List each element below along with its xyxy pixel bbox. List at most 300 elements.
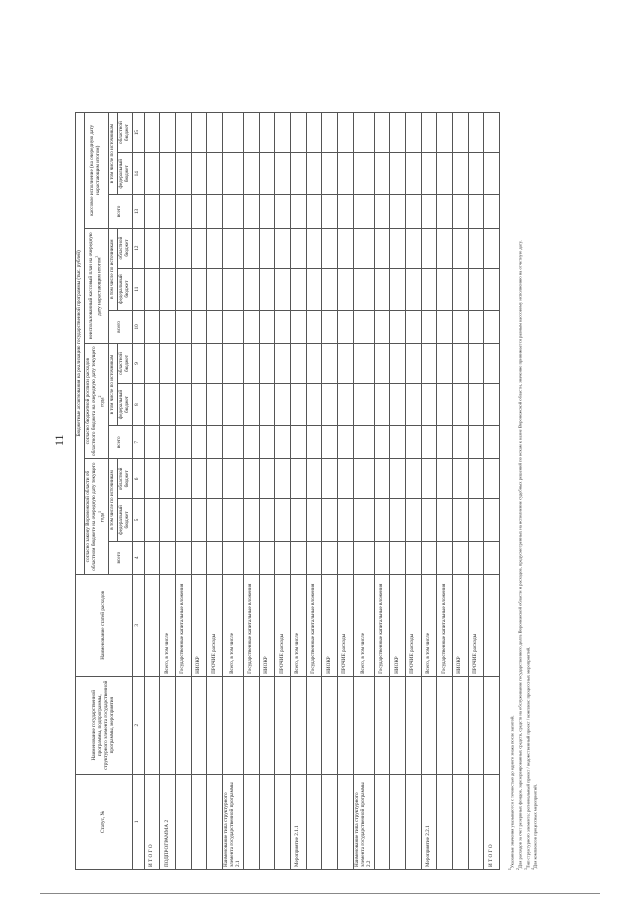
value-cell bbox=[453, 153, 469, 195]
value-cell bbox=[390, 268, 406, 310]
cell-c3: Государственные капитальные вложения bbox=[437, 574, 453, 676]
cell-c2 bbox=[275, 676, 291, 774]
value-cell bbox=[306, 344, 322, 384]
value-cell bbox=[290, 268, 306, 310]
column-number: 6 bbox=[132, 459, 144, 499]
value-cell bbox=[468, 195, 484, 228]
value-cell bbox=[243, 499, 259, 541]
value-cell bbox=[191, 310, 207, 343]
value-cell bbox=[306, 499, 322, 541]
value-cell bbox=[468, 113, 484, 153]
value-cell bbox=[191, 153, 207, 195]
value-cell bbox=[175, 459, 191, 499]
table-row bbox=[160, 113, 176, 870]
value-cell bbox=[405, 459, 421, 499]
value-cell bbox=[437, 268, 453, 310]
value-cell bbox=[322, 541, 338, 574]
value-cell bbox=[144, 459, 160, 499]
value-cell bbox=[306, 459, 322, 499]
value-cell bbox=[468, 153, 484, 195]
value-cell bbox=[306, 426, 322, 459]
table-row bbox=[353, 113, 374, 870]
cell-c1 bbox=[275, 774, 291, 869]
table-row bbox=[275, 113, 291, 870]
value-cell bbox=[243, 426, 259, 459]
value-cell bbox=[453, 426, 469, 459]
cell-c2 bbox=[337, 676, 353, 774]
value-cell bbox=[405, 383, 421, 425]
value-cell bbox=[322, 113, 338, 153]
cell-c2 bbox=[468, 676, 484, 774]
value-cell bbox=[453, 268, 469, 310]
cell-c1: И Т О Г О bbox=[144, 774, 160, 869]
value-cell bbox=[191, 499, 207, 541]
value-cell bbox=[290, 426, 306, 459]
value-cell bbox=[322, 268, 338, 310]
value-cell bbox=[144, 344, 160, 384]
value-cell bbox=[453, 113, 469, 153]
value-cell bbox=[207, 228, 223, 268]
budget-table bbox=[75, 112, 500, 870]
value-cell bbox=[175, 268, 191, 310]
cell-c2 bbox=[290, 676, 306, 774]
value-cell bbox=[259, 310, 275, 343]
header-incl-sources: в том числе по источникам bbox=[108, 228, 117, 310]
table-row bbox=[484, 113, 500, 870]
value-cell bbox=[421, 426, 437, 459]
value-cell bbox=[337, 499, 353, 541]
cell-c3: ПРОЧИЕ расходы bbox=[337, 574, 353, 676]
page-number: 11 bbox=[52, 434, 66, 446]
cell-c1 bbox=[453, 774, 469, 869]
table-row bbox=[468, 113, 484, 870]
value-cell bbox=[222, 113, 243, 153]
cell-c2 bbox=[322, 676, 338, 774]
value-cell bbox=[484, 383, 500, 425]
column-number: 2 bbox=[132, 676, 144, 774]
value-cell bbox=[175, 113, 191, 153]
cell-c1: Мероприятие 2.1.1 bbox=[290, 774, 306, 869]
cell-c3: ПРОЧИЕ расходы bbox=[275, 574, 291, 676]
value-cell bbox=[160, 153, 176, 195]
value-cell bbox=[421, 228, 437, 268]
value-cell bbox=[306, 195, 322, 228]
value-cell bbox=[374, 344, 390, 384]
value-cell bbox=[337, 310, 353, 343]
value-cell bbox=[353, 310, 374, 343]
value-cell bbox=[337, 383, 353, 425]
value-cell bbox=[484, 541, 500, 574]
value-cell bbox=[259, 153, 275, 195]
value-cell bbox=[144, 310, 160, 343]
table-row bbox=[222, 113, 243, 870]
cell-c2 bbox=[144, 676, 160, 774]
value-cell bbox=[437, 459, 453, 499]
value-cell bbox=[390, 344, 406, 384]
value-cell bbox=[243, 268, 259, 310]
column-number: 8 bbox=[132, 383, 144, 425]
value-cell bbox=[390, 310, 406, 343]
value-cell bbox=[390, 228, 406, 268]
value-cell bbox=[160, 383, 176, 425]
value-cell bbox=[437, 541, 453, 574]
value-cell bbox=[259, 268, 275, 310]
value-cell bbox=[243, 459, 259, 499]
value-cell bbox=[191, 113, 207, 153]
value-cell bbox=[207, 383, 223, 425]
value-cell bbox=[243, 113, 259, 153]
cell-c2 bbox=[222, 676, 243, 774]
value-cell bbox=[222, 541, 243, 574]
value-cell bbox=[275, 426, 291, 459]
header-total: всего bbox=[108, 426, 132, 459]
header-program-name: Наименование государственной программы, подпрограммы, структурного элемента государственной программы, мероприятия bbox=[76, 676, 133, 774]
value-cell bbox=[484, 459, 500, 499]
value-cell bbox=[353, 113, 374, 153]
value-cell bbox=[290, 228, 306, 268]
value-cell bbox=[222, 268, 243, 310]
value-cell bbox=[390, 113, 406, 153]
value-cell bbox=[259, 113, 275, 153]
value-cell bbox=[421, 344, 437, 384]
value-cell bbox=[353, 228, 374, 268]
value-cell bbox=[222, 153, 243, 195]
value-cell bbox=[353, 344, 374, 384]
cell-c3: ПРОЧИЕ расходы bbox=[468, 574, 484, 676]
cell-c1 bbox=[437, 774, 453, 869]
value-cell bbox=[453, 228, 469, 268]
value-cell bbox=[405, 153, 421, 195]
cell-c1: ПОДПРОГРАММА 2 bbox=[160, 774, 176, 869]
value-cell bbox=[337, 228, 353, 268]
value-cell bbox=[306, 153, 322, 195]
table-row bbox=[453, 113, 469, 870]
header-fed: федеральный бюджет bbox=[117, 268, 132, 310]
cell-c1 bbox=[306, 774, 322, 869]
table-row bbox=[337, 113, 353, 870]
footnote: $^2$Для расходов за счет резервных фондов, зарезервированных средств, средств на обслуживание государственного долга Воронежской области и расходов, предусмотренных на исполнение судебных решений по искам к казне Воронежской области, значение принимается равным кассовому исполнению на отчетную дату. bbox=[515, 240, 523, 870]
value-cell bbox=[468, 268, 484, 310]
value-cell bbox=[484, 228, 500, 268]
cell-c2 bbox=[243, 676, 259, 774]
value-cell bbox=[222, 459, 243, 499]
value-cell bbox=[175, 153, 191, 195]
value-cell bbox=[191, 195, 207, 228]
table-row bbox=[421, 113, 437, 870]
value-cell bbox=[259, 541, 275, 574]
value-cell bbox=[306, 541, 322, 574]
value-cell bbox=[453, 383, 469, 425]
value-cell bbox=[275, 499, 291, 541]
value-cell bbox=[259, 344, 275, 384]
value-cell bbox=[207, 426, 223, 459]
value-cell bbox=[259, 228, 275, 268]
value-cell bbox=[337, 541, 353, 574]
value-cell bbox=[222, 310, 243, 343]
value-cell bbox=[405, 499, 421, 541]
value-cell bbox=[437, 426, 453, 459]
table-row bbox=[290, 113, 306, 870]
header-group-roster: согласно бюджетной росписи расходов областного бюджета на очередную дату текущего года$^2$ bbox=[84, 344, 108, 459]
table-row bbox=[144, 113, 160, 870]
value-cell bbox=[405, 228, 421, 268]
cell-c1 bbox=[243, 774, 259, 869]
value-cell bbox=[484, 310, 500, 343]
value-cell bbox=[160, 268, 176, 310]
table-header bbox=[76, 113, 145, 870]
table-body bbox=[144, 113, 500, 870]
cell-c2 bbox=[405, 676, 421, 774]
value-cell bbox=[144, 228, 160, 268]
value-cell bbox=[306, 268, 322, 310]
value-cell bbox=[322, 383, 338, 425]
value-cell bbox=[468, 459, 484, 499]
value-cell bbox=[437, 153, 453, 195]
header-total: всего bbox=[108, 310, 132, 343]
value-cell bbox=[322, 195, 338, 228]
value-cell bbox=[306, 310, 322, 343]
table-row bbox=[322, 113, 338, 870]
header-fed: федеральный бюджет bbox=[117, 383, 132, 425]
value-cell bbox=[390, 459, 406, 499]
table-row bbox=[405, 113, 421, 870]
cell-c2 bbox=[437, 676, 453, 774]
header-incl-sources: в том числе по источникам bbox=[108, 344, 117, 426]
cell-c3: Государственные капитальные вложения bbox=[175, 574, 191, 676]
cell-c3: Всего, в том числе bbox=[160, 574, 176, 676]
value-cell bbox=[191, 228, 207, 268]
value-cell bbox=[374, 153, 390, 195]
value-cell bbox=[144, 541, 160, 574]
value-cell bbox=[453, 499, 469, 541]
value-cell bbox=[275, 344, 291, 384]
value-cell bbox=[405, 310, 421, 343]
value-cell bbox=[468, 426, 484, 459]
value-cell bbox=[374, 499, 390, 541]
column-number: 11 bbox=[132, 268, 144, 310]
value-cell bbox=[374, 310, 390, 343]
value-cell bbox=[353, 541, 374, 574]
value-cell bbox=[374, 113, 390, 153]
value-cell bbox=[306, 228, 322, 268]
value-cell bbox=[437, 228, 453, 268]
value-cell bbox=[222, 499, 243, 541]
value-cell bbox=[306, 383, 322, 425]
header-incl-sources: в том числе по источникам bbox=[108, 113, 117, 195]
cell-c2 bbox=[306, 676, 322, 774]
footnote: $^1$Указанные значения указываются с точностью до одного знака после запятой. bbox=[508, 715, 515, 870]
value-cell bbox=[405, 344, 421, 384]
cell-c1 bbox=[322, 774, 338, 869]
cell-c1 bbox=[405, 774, 421, 869]
value-cell bbox=[421, 310, 437, 343]
column-number: 3 bbox=[132, 574, 144, 676]
header-group-cash-plan: неиспользованный кассовый план на очередную дату нарастающим итогом$^3$ bbox=[84, 228, 108, 343]
cell-c2 bbox=[374, 676, 390, 774]
value-cell bbox=[144, 499, 160, 541]
value-cell bbox=[353, 383, 374, 425]
value-cell bbox=[453, 344, 469, 384]
cell-c2 bbox=[191, 676, 207, 774]
cell-c3: Государственные капитальные вложения bbox=[243, 574, 259, 676]
value-cell bbox=[207, 541, 223, 574]
value-cell bbox=[374, 268, 390, 310]
table-row bbox=[191, 113, 207, 870]
header-incl-sources: в том числе по источникам bbox=[108, 459, 117, 541]
value-cell bbox=[275, 459, 291, 499]
header-total: всего bbox=[108, 541, 132, 574]
value-cell bbox=[468, 344, 484, 384]
value-cell bbox=[390, 383, 406, 425]
value-cell bbox=[306, 113, 322, 153]
value-cell bbox=[243, 344, 259, 384]
value-cell bbox=[259, 195, 275, 228]
value-cell bbox=[468, 499, 484, 541]
value-cell bbox=[259, 383, 275, 425]
value-cell bbox=[437, 310, 453, 343]
value-cell bbox=[353, 268, 374, 310]
value-cell bbox=[453, 541, 469, 574]
table-row bbox=[207, 113, 223, 870]
value-cell bbox=[322, 310, 338, 343]
value-cell bbox=[405, 268, 421, 310]
value-cell bbox=[374, 459, 390, 499]
value-cell bbox=[468, 310, 484, 343]
column-number: 9 bbox=[132, 344, 144, 384]
cell-c3: НИОКР bbox=[453, 574, 469, 676]
value-cell bbox=[421, 499, 437, 541]
value-cell bbox=[484, 344, 500, 384]
cell-c1 bbox=[259, 774, 275, 869]
cell-c1 bbox=[191, 774, 207, 869]
value-cell bbox=[374, 541, 390, 574]
header-obl: областной бюджет bbox=[117, 459, 132, 499]
value-cell bbox=[322, 344, 338, 384]
value-cell bbox=[290, 153, 306, 195]
value-cell bbox=[222, 426, 243, 459]
value-cell bbox=[160, 113, 176, 153]
value-cell bbox=[421, 541, 437, 574]
value-cell bbox=[374, 195, 390, 228]
table-row bbox=[437, 113, 453, 870]
value-cell bbox=[322, 426, 338, 459]
value-cell bbox=[374, 383, 390, 425]
value-cell bbox=[160, 344, 176, 384]
value-cell bbox=[144, 153, 160, 195]
column-number: 4 bbox=[132, 541, 144, 574]
column-number-row bbox=[132, 113, 144, 870]
cell-c3: Всего, в том числе bbox=[421, 574, 437, 676]
value-cell bbox=[160, 310, 176, 343]
header-obl: областной бюджет bbox=[117, 228, 132, 268]
value-cell bbox=[259, 426, 275, 459]
value-cell bbox=[390, 426, 406, 459]
value-cell bbox=[259, 459, 275, 499]
footnotes bbox=[508, 110, 539, 870]
value-cell bbox=[290, 195, 306, 228]
value-cell bbox=[243, 195, 259, 228]
value-cell bbox=[468, 383, 484, 425]
value-cell bbox=[484, 499, 500, 541]
column-number: 15 bbox=[132, 113, 144, 153]
value-cell bbox=[484, 113, 500, 153]
column-number: 1 bbox=[132, 774, 144, 869]
value-cell bbox=[337, 459, 353, 499]
value-cell bbox=[390, 195, 406, 228]
value-cell bbox=[191, 344, 207, 384]
value-cell bbox=[191, 541, 207, 574]
header-group-law: согласно закону Воронежской области об областном бюджете на очередную дату текущего года$^1$ bbox=[84, 459, 108, 574]
cell-c2 bbox=[421, 676, 437, 774]
cell-c2 bbox=[175, 676, 191, 774]
value-cell bbox=[160, 426, 176, 459]
value-cell bbox=[437, 113, 453, 153]
value-cell bbox=[222, 344, 243, 384]
value-cell bbox=[421, 113, 437, 153]
value-cell bbox=[390, 541, 406, 574]
table-row bbox=[175, 113, 191, 870]
value-cell bbox=[275, 383, 291, 425]
value-cell bbox=[191, 268, 207, 310]
cell-c3: НИОКР bbox=[191, 574, 207, 676]
rotated-page-content bbox=[75, 40, 555, 870]
value-cell bbox=[144, 268, 160, 310]
value-cell bbox=[160, 541, 176, 574]
cell-c2 bbox=[453, 676, 469, 774]
value-cell bbox=[322, 459, 338, 499]
value-cell bbox=[421, 195, 437, 228]
value-cell bbox=[275, 113, 291, 153]
value-cell bbox=[484, 195, 500, 228]
value-cell bbox=[390, 153, 406, 195]
value-cell bbox=[453, 459, 469, 499]
header-obl: областной бюджет bbox=[117, 113, 132, 153]
value-cell bbox=[290, 459, 306, 499]
value-cell bbox=[437, 195, 453, 228]
column-number: 13 bbox=[132, 195, 144, 228]
cell-c2 bbox=[390, 676, 406, 774]
value-cell bbox=[275, 268, 291, 310]
cell-c3: НИОКР bbox=[390, 574, 406, 676]
cell-c2 bbox=[160, 676, 176, 774]
cell-c2 bbox=[353, 676, 374, 774]
value-cell bbox=[144, 195, 160, 228]
value-cell bbox=[337, 195, 353, 228]
value-cell bbox=[191, 383, 207, 425]
value-cell bbox=[207, 344, 223, 384]
cell-c1 bbox=[207, 774, 223, 869]
value-cell bbox=[222, 195, 243, 228]
value-cell bbox=[175, 541, 191, 574]
bottom-rule bbox=[40, 893, 600, 894]
value-cell bbox=[160, 228, 176, 268]
value-cell bbox=[421, 459, 437, 499]
value-cell bbox=[243, 383, 259, 425]
value-cell bbox=[275, 310, 291, 343]
footnote: $^3$Тип структурного элемента: региональный проект / ведомственный проект / комплекс процессных мероприятий. bbox=[523, 646, 531, 870]
value-cell bbox=[222, 383, 243, 425]
value-cell bbox=[144, 383, 160, 425]
value-cell bbox=[374, 426, 390, 459]
cell-c1 bbox=[390, 774, 406, 869]
value-cell bbox=[275, 228, 291, 268]
cell-c1: Наименование типа структурного элемента государственной программы 2.2 bbox=[353, 774, 374, 869]
footnote: $^4$Для комплексов процессных мероприятий. bbox=[531, 784, 538, 870]
value-cell bbox=[290, 310, 306, 343]
column-number: 7 bbox=[132, 426, 144, 459]
value-cell bbox=[453, 195, 469, 228]
value-cell bbox=[175, 228, 191, 268]
